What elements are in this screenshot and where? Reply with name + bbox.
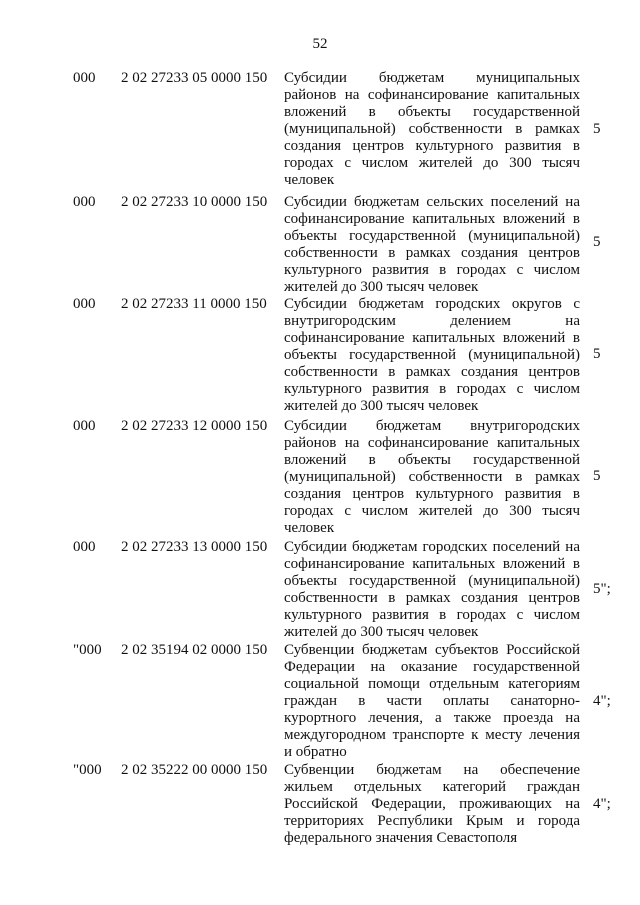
income-description [284, 539, 580, 641]
description-line: междугородном транспорте к месту лечения [284, 727, 580, 743]
amount-value: 4"; [593, 796, 611, 812]
description-line: Субвенции бюджетам на обеспечение [284, 762, 580, 778]
income-description [284, 296, 580, 415]
description-line: софинансирование капитальных вложений в [284, 556, 580, 572]
description-line: Субсидии бюджетам муниципальных [284, 70, 580, 86]
budget-classification-code: 2 02 27233 10 0000 150 [121, 194, 268, 210]
amount-value: 4"; [593, 693, 611, 709]
admin-code: 000 [73, 539, 96, 555]
description-line: и обратно [284, 744, 347, 760]
income-description [284, 194, 580, 296]
amount-value: 5"; [593, 581, 611, 597]
admin-code: 000 [73, 418, 96, 434]
description-line: районов на софинансирование капитальных [284, 435, 580, 451]
budget-classification-code: 2 02 27233 05 0000 150 [121, 70, 268, 86]
budget-classification-code: 2 02 27233 11 0000 150 [121, 296, 267, 312]
description-line: человек [284, 172, 335, 188]
admin-code: 000 [73, 296, 96, 312]
description-line: жильем отдельных категорий граждан [284, 779, 580, 795]
description-line: территориях Республики Крым и города [284, 813, 580, 829]
description-line: внутригородским делением на [284, 313, 580, 329]
description-line: собственности в рамках создания центров [284, 364, 580, 380]
page-number: 52 [312, 36, 328, 52]
description-line: социальной помощи отдельным категориям [284, 676, 580, 692]
description-line: объекты государственной (муниципальной) [284, 573, 580, 589]
description-line: курортного лечения, а также проезда на [284, 710, 580, 726]
description-line: вложений в объекты государственной [284, 452, 580, 468]
description-line: жителей до 300 тысяч человек [284, 398, 479, 414]
description-line: Субвенции бюджетам субъектов Российской [284, 642, 580, 658]
budget-classification-code: 2 02 35222 00 0000 150 [121, 762, 268, 778]
amount-value: 5 [593, 468, 601, 484]
admin-code: "000 [73, 762, 102, 778]
description-line: человек [284, 520, 335, 536]
income-description [284, 418, 580, 537]
description-line: создания центров культурного развития в [284, 138, 580, 154]
budget-classification-code: 2 02 27233 13 0000 150 [121, 539, 268, 555]
description-line: городах с числом жителей до 300 тысяч [284, 503, 580, 519]
description-line: культурного развития в городах с числом [284, 262, 580, 278]
admin-code: 000 [73, 194, 96, 210]
description-line: создания центров культурного развития в [284, 486, 580, 502]
budget-classification-code: 2 02 35194 02 0000 150 [121, 642, 268, 658]
description-line: культурного развития в городах с числом [284, 607, 580, 623]
income-description [284, 70, 580, 189]
income-description [284, 642, 580, 761]
admin-code: "000 [73, 642, 102, 658]
description-line: (муниципальной) собственности в рамках [284, 121, 580, 137]
description-line: жителей до 300 тысяч человек [284, 624, 479, 640]
description-line: культурного развития в городах с числом [284, 381, 580, 397]
description-line: Субсидии бюджетам внутригородских [284, 418, 580, 434]
description-line: Субсидии бюджетам городских поселений на [284, 539, 580, 555]
description-line: федерального значения Севастополя [284, 830, 518, 846]
description-line: граждан в части оплаты санаторно- [284, 693, 580, 709]
description-line: собственности в рамках создания центров [284, 590, 580, 606]
description-line: (муниципальной) собственности в рамках [284, 469, 580, 485]
description-line: объекты государственной (муниципальной) [284, 228, 580, 244]
description-line: жителей до 300 тысяч человек [284, 279, 479, 295]
amount-value: 5 [593, 121, 601, 137]
amount-value: 5 [593, 346, 601, 362]
income-description [284, 762, 580, 847]
amount-value: 5 [593, 234, 601, 250]
description-line: вложений в объекты государственной [284, 104, 580, 120]
description-line: Субсидии бюджетам сельских поселений на [284, 194, 580, 210]
description-line: Российской Федерации, проживающих на [284, 796, 580, 812]
description-line: городах с числом жителей до 300 тысяч [284, 155, 580, 171]
budget-classification-code: 2 02 27233 12 0000 150 [121, 418, 268, 434]
description-line: объекты государственной (муниципальной) [284, 347, 580, 363]
description-line: Субсидии бюджетам городских округов с [284, 296, 580, 312]
description-line: Федерации на оказание государственной [284, 659, 580, 675]
description-line: софинансирование капитальных вложений в [284, 330, 580, 346]
description-line: собственности в рамках создания центров [284, 245, 580, 261]
description-line: районов на софинансирование капитальных [284, 87, 580, 103]
admin-code: 000 [73, 70, 96, 86]
description-line: софинансирование капитальных вложений в [284, 211, 580, 227]
